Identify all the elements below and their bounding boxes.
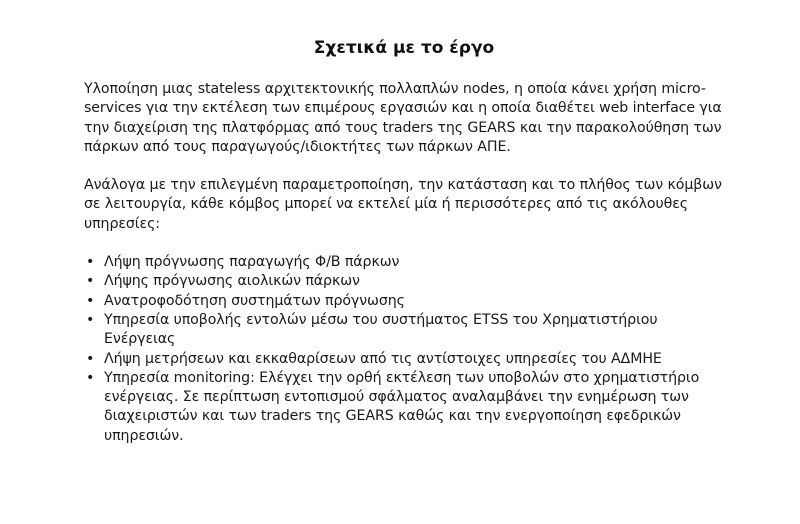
page-title: Σχετικά με το έργο: [313, 38, 495, 58]
list-item-admie-measurements: • Λήψη μετρήσεων και εκκαθαρίσεων από τις αντίστοιχες υπηρεσίες του ΑΔΜΗΕ: [84, 350, 724, 369]
list-item-etss-submission: • Υπηρεσία υποβολής εντολών μέσω του συστήματος ETSS του Χρηματιστήριου Ενέργειας: [84, 311, 724, 350]
services-list: [84, 253, 724, 446]
services-intro-paragraph: Ανάλογα με την επιλεγμένη παραμετροποίηση, την κατάσταση και το πλήθος των κόμβων σε λειτουργία, κάθε κόμβος μπορεί να εκτελεί μία ή περισσότερες από τις ακόλουθες υπηρεσίες:: [84, 177, 722, 232]
list-item-wind-forecast: • Λήψης πρόγνωσης αιολικών πάρκων: [84, 272, 724, 291]
list-item-monitoring: • Υπηρεσία monitoring: Ελέγχει την ορθή εκτέλεση των υποβολών στο χρηματιστήριο ενέργειας. Σε περίπτωση εντοπισμού σφάλματος αναλαμβάνει την ενημέρωση των διαχειριστών και των traders της GEARS καθώς και την ενεργοποίηση εφεδρικών υπηρεσιών.: [84, 369, 724, 446]
intro-paragraph: Υλοποίηση μιας stateless αρχιτεκτονικής πολλαπλών nodes, η οποία κάνει χρήση micro-services για την εκτέλεση των επιμέρους εργασιών και η οποία διαθέτει web interface για την διαχείριση της πλατφόρμας από τους traders της GEARS και την παρακολούθηση των πάρκων από τους παραγωγούς/ιδιοκτήτες των πάρκων ΑΠΕ.: [84, 81, 722, 155]
document-page: [84, 38, 724, 446]
list-item-pv-forecast: • Λήψη πρόγνωσης παραγωγής Φ/Β πάρκων: [84, 253, 724, 272]
list-item-forecast-feedback: • Ανατροφοδότηση συστημάτων πρόγνωσης: [84, 292, 724, 311]
